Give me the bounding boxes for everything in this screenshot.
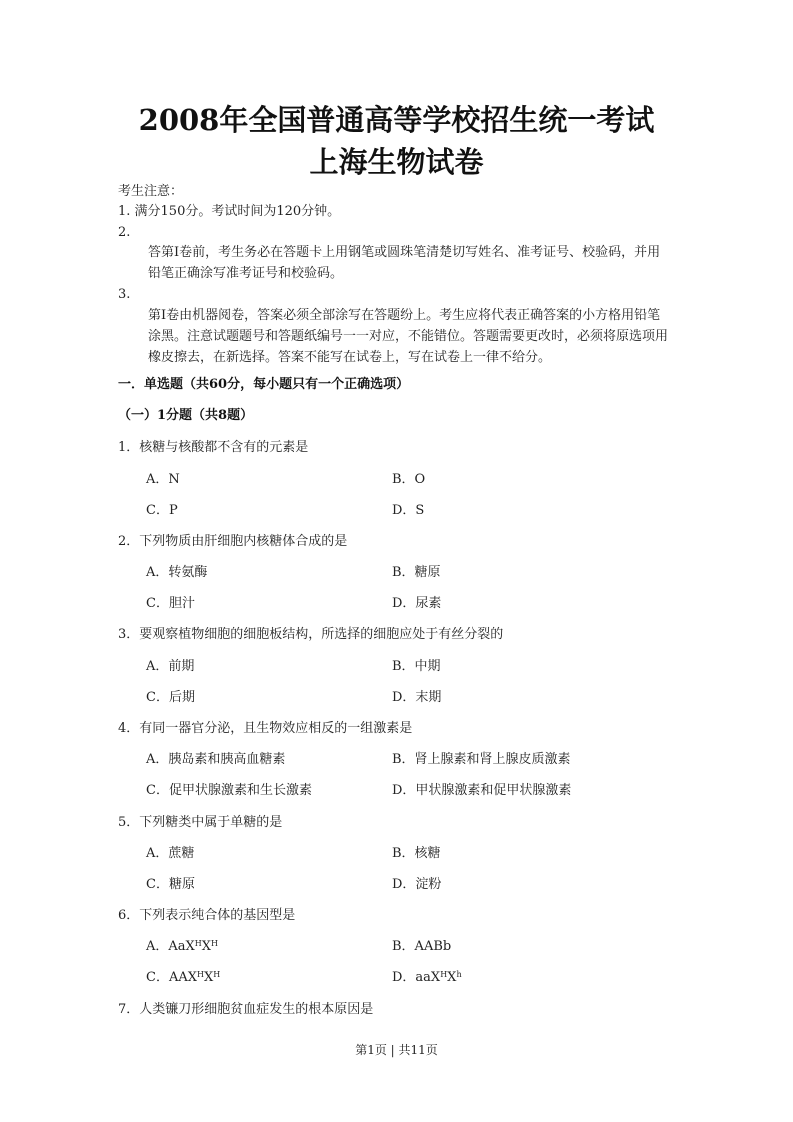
exam-subtitle: 上海生物试卷	[309, 145, 484, 179]
question-stem: 3．要观察植物细胞的细胞板结构，所选择的细胞应处于有丝分裂的	[118, 627, 504, 642]
notice-item-1: 1. 满分150分。考试时间为120分钟。	[118, 204, 341, 219]
option-a: A．N	[146, 472, 180, 487]
option-d: D．淀粉	[392, 877, 442, 892]
notice-item-2-text: 答第Ⅰ卷前，考生务必在答题卡上用钢笔或圆珠笔清楚切写姓名、准考证号、校验码，并用铅笔正确涂写准考证号和校验码。	[148, 245, 661, 281]
superscript: h	[456, 970, 462, 979]
option-d	[392, 966, 462, 985]
option-b: B．糖原	[392, 565, 441, 580]
option-a: A．转氨酶	[146, 565, 208, 580]
option-b: B．O	[392, 472, 426, 487]
question-stem: 6．下列表示纯合体的基因型是	[118, 908, 296, 923]
option-b: B．核糖	[392, 846, 441, 861]
superscript: H	[213, 970, 221, 979]
option-c: C．胆汁	[146, 596, 195, 611]
option-b: B．中期	[392, 659, 441, 674]
question-stem: 7．人类镰刀形细胞贫血症发生的根本原因是	[118, 1002, 374, 1017]
option-c	[146, 966, 220, 985]
superscript: H	[211, 939, 219, 948]
option-a	[146, 935, 218, 954]
option-c: C．后期	[146, 690, 195, 705]
question-stem: 2．下列物质由肝细胞内核糖体合成的是	[118, 534, 348, 549]
option-d: D．尿素	[392, 596, 442, 611]
option-c-text-mid: X	[203, 970, 214, 985]
option-c-text: C．AAX	[146, 970, 197, 985]
option-a-text-mid: X	[201, 939, 212, 954]
option-c: C．P	[146, 503, 178, 518]
question-stem: 5．下列糖类中属于单糖的是	[118, 815, 283, 830]
option-a-text: A．AaX	[146, 939, 195, 954]
notice-item-3-text: 第Ⅰ卷由机器阅卷，答案必须全部涂写在答题纷上。考生应将代表正确答案的小方格用铅笔涂黑。注意试题题号和答题纸编号一一对应，不能错位。答题需要更改时，必须将原选项用橡皮擦去，在新选择。答案不能写在试卷上，写在试卷上一律不给分。	[148, 308, 669, 365]
option-c: C．糖原	[146, 877, 195, 892]
option-d-text-mid: X	[447, 970, 457, 985]
question-stem: 4．有同一器官分泌，且生物效应相反的一组激素是	[118, 721, 413, 736]
option-a: A．胰岛素和胰高血糖素	[146, 752, 286, 767]
superscript: H	[194, 939, 202, 948]
option-d: D．末期	[392, 690, 442, 705]
option-b: B．AABb	[392, 939, 452, 954]
option-a: A．蔗糖	[146, 846, 195, 861]
superscript: H	[196, 970, 204, 979]
notice-item-2-number: 2.	[118, 225, 131, 240]
question-stem: 1．核糖与核酸都不含有的元素是	[118, 440, 309, 455]
option-c: C．促甲状腺激素和生长激素	[146, 783, 312, 798]
superscript: H	[440, 970, 448, 979]
subsection-heading: （一）1分题（共8题）	[118, 408, 254, 423]
option-b: B．肾上腺素和肾上腺皮质激素	[392, 752, 571, 767]
option-d: D．S	[392, 503, 425, 518]
page-footer: 第1页 | 共11页	[355, 1043, 438, 1057]
exam-title: 2008年全国普通高等学校招生统一考试	[138, 103, 655, 137]
notice-item-3-number: 3.	[118, 287, 131, 302]
section-heading: 一．单选题（共60分，每小题只有一个正确选项）	[118, 377, 410, 392]
notice-heading: 考生注意：	[118, 184, 184, 199]
option-a: A．前期	[146, 659, 195, 674]
option-d-text: D．aaX	[392, 970, 441, 985]
option-d: D．甲状腺激素和促甲状腺激素	[392, 783, 572, 798]
